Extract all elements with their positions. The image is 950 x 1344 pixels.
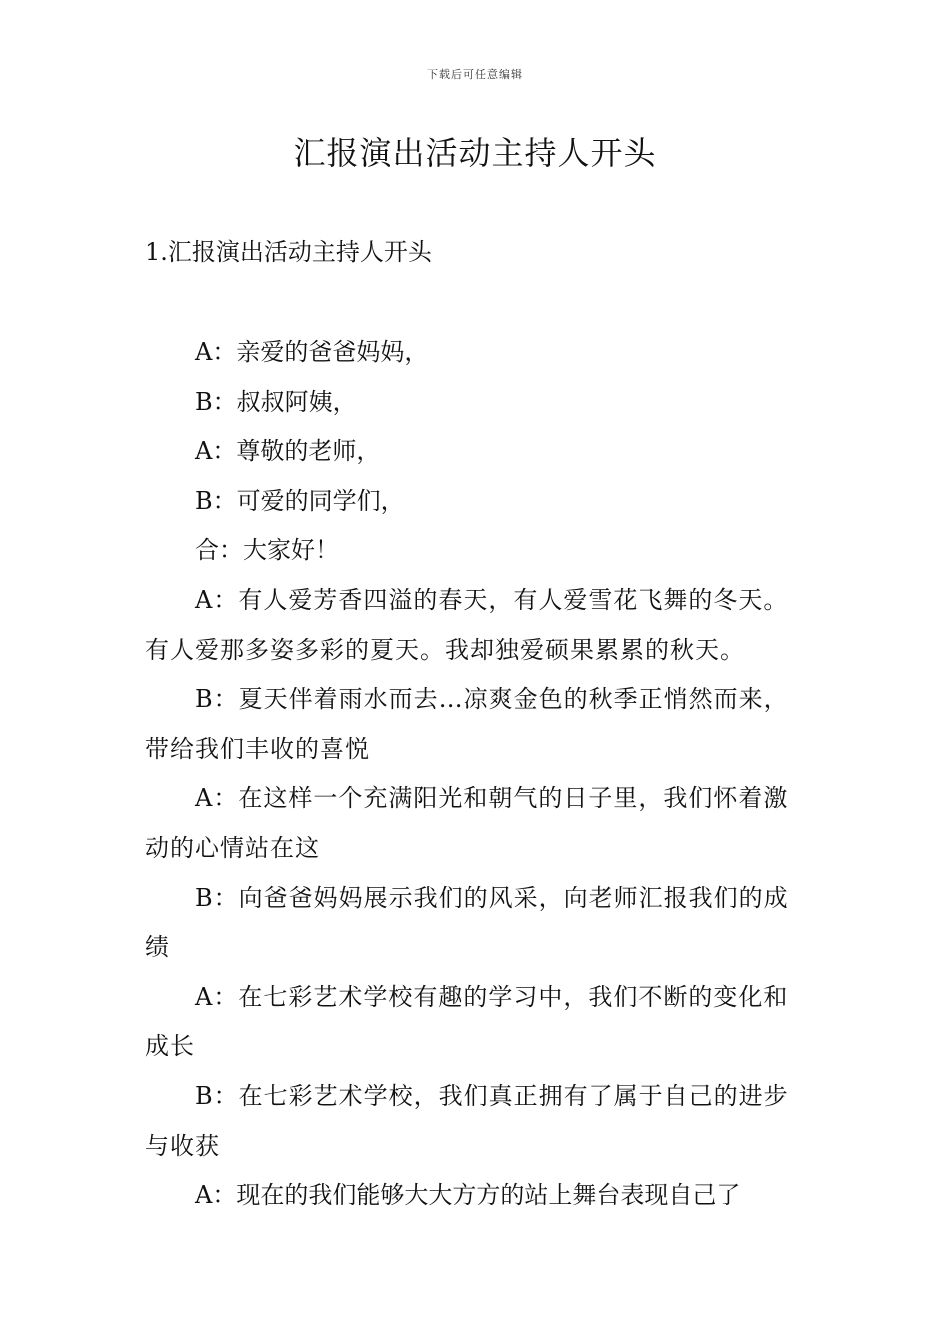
- document-body: [145, 328, 810, 1221]
- paragraph: B：可爱的同学们，: [195, 486, 405, 515]
- paragraph: B：夏天伴着雨水而去…凉爽金色的秋季正悄然而来，带给我们丰收的喜悦: [145, 685, 789, 763]
- paragraph: A：在七彩艺术学校有趣的学习中，我们不断的变化和成长: [145, 982, 789, 1061]
- paragraph: B：叔叔阿姨，: [195, 387, 357, 416]
- paragraph: B：在七彩艺术学校，我们真正拥有了属于自己的进步与收获: [145, 1081, 789, 1160]
- paragraph: A：现在的我们能够大大方方的站上舞台表现自己了: [195, 1181, 741, 1210]
- section-heading: 1.汇报演出活动主持人开头: [145, 238, 432, 266]
- paragraph: B：向爸爸妈妈展示我们的风采，向老师汇报我们的成绩: [145, 883, 789, 962]
- paragraph: A：亲爱的爸爸妈妈，: [195, 338, 429, 366]
- header-note: 下载后可任意编辑: [427, 68, 523, 81]
- paragraph: A：在这样一个充满阳光和朝气的日子里，我们怀着激动的心情站在这: [145, 784, 789, 862]
- paragraph: A：尊敬的老师，: [195, 437, 381, 466]
- document-title: 汇报演出活动主持人开头: [293, 134, 657, 172]
- paragraph: 合：大家好！: [195, 536, 339, 565]
- paragraph: A：有人爱芳香四溢的春天，有人爱雪花飞舞的冬天。有人爱那多姿多彩的夏天。我却独爱硕果累累的秋天。: [145, 585, 789, 664]
